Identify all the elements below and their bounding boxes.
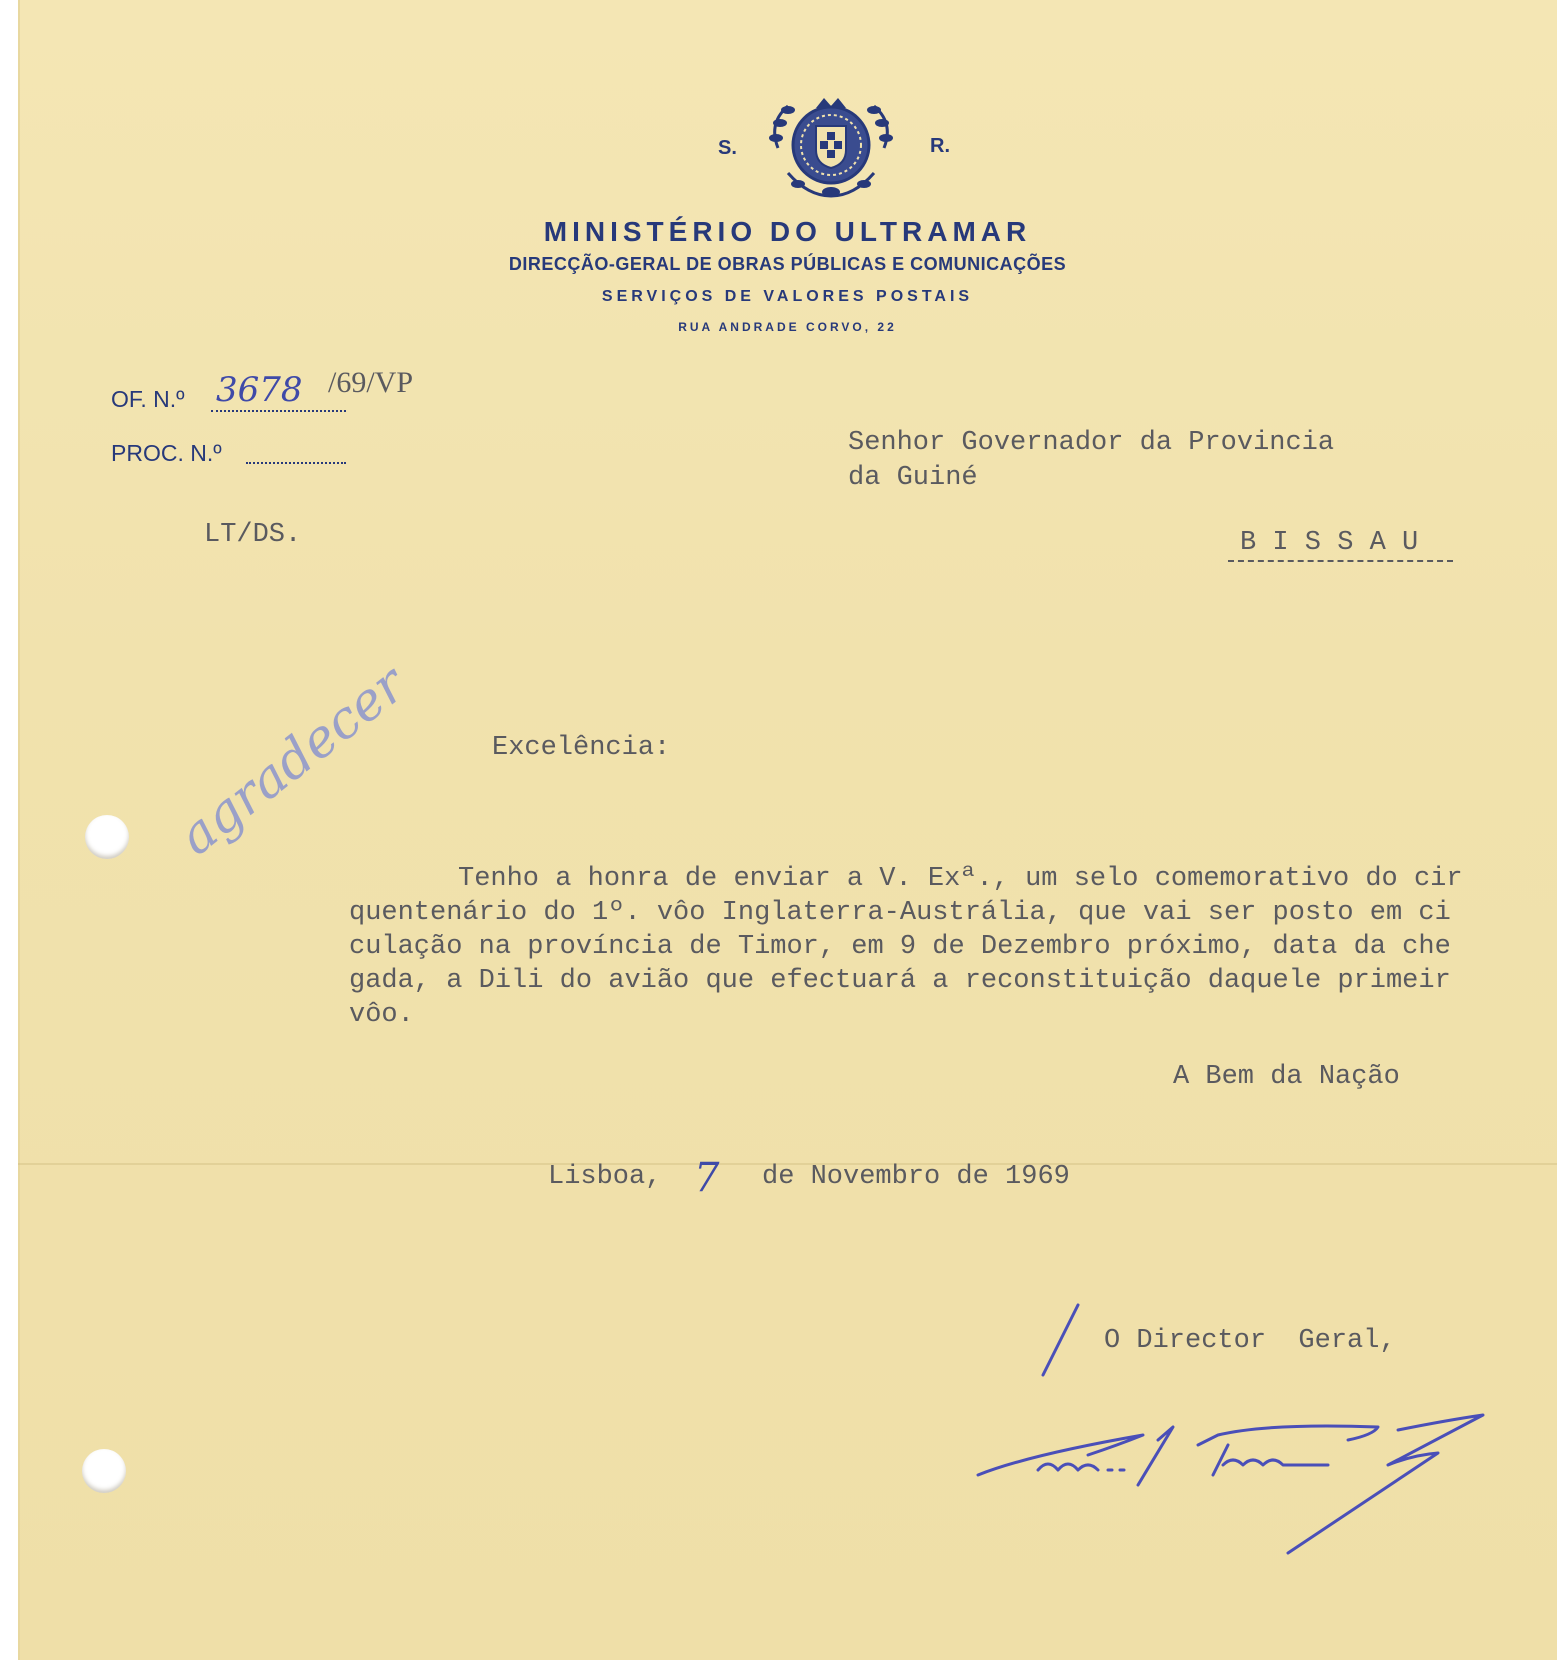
address-line: RUA ANDRADE CORVO, 22: [678, 320, 897, 334]
recipient-line-2: da Guiné: [848, 463, 978, 493]
of-number-suffix: /69/VP: [328, 366, 414, 399]
body-line-1: Tenho a honra de enviar a V. Exª., um selo comemorativo do cir: [458, 864, 1463, 894]
letter-sheet: [18, 0, 1557, 1660]
salutation: Excelência:: [492, 733, 671, 763]
coat-of-arms-emblem: [758, 88, 904, 203]
recipient-line-1: Senhor Governador da Provincia: [848, 428, 1335, 458]
pencil-annotation: agradecer: [168, 654, 417, 868]
punch-hole: [85, 815, 129, 859]
letterhead-right-mark: R.: [930, 135, 950, 157]
date-day-handwritten: 7: [694, 1155, 720, 1201]
closing: A Bem da Nação: [1173, 1062, 1400, 1092]
of-number-label: OF. N.º: [111, 386, 185, 412]
city-underline: [1228, 560, 1453, 562]
of-number-handwritten: 3678: [216, 370, 303, 410]
punch-hole: [82, 1449, 126, 1493]
body-line-3: culação na província de Timor, em 9 de Dezembro próximo, data da che: [349, 932, 1451, 962]
signatory-title: O Director Geral,: [1104, 1326, 1396, 1356]
letterhead-left-mark: S.: [718, 137, 737, 159]
handwritten-signature: [968, 1295, 1518, 1555]
date-prefix: Lisboa,: [548, 1162, 662, 1192]
body-line-5: vôo.: [349, 1000, 414, 1030]
date-suffix: de Novembro de 1969: [762, 1162, 1070, 1192]
proc-number-label: PROC. N.º: [111, 440, 222, 466]
service-title: SERVIÇOS DE VALORES POSTAIS: [601, 288, 974, 305]
initials: LT/DS.: [204, 520, 302, 550]
directorate-title: DIRECÇÃO-GERAL DE OBRAS PÚBLICAS E COMUNICAÇÕES: [508, 254, 1067, 274]
body-line-4: gada, a Dili do avião que efectuará a reconstituição daquele primeir: [349, 966, 1451, 996]
of-number-dotline: [211, 410, 346, 412]
ministry-title: MINISTÉRIO DO ULTRAMAR: [543, 216, 1032, 247]
body-line-2: quentenário do 1º. vôo Inglaterra-Austrália, que vai ser posto em ci: [349, 898, 1451, 928]
proc-number-dotline: [246, 462, 346, 464]
recipient-city: B I S S A U: [1240, 528, 1419, 558]
